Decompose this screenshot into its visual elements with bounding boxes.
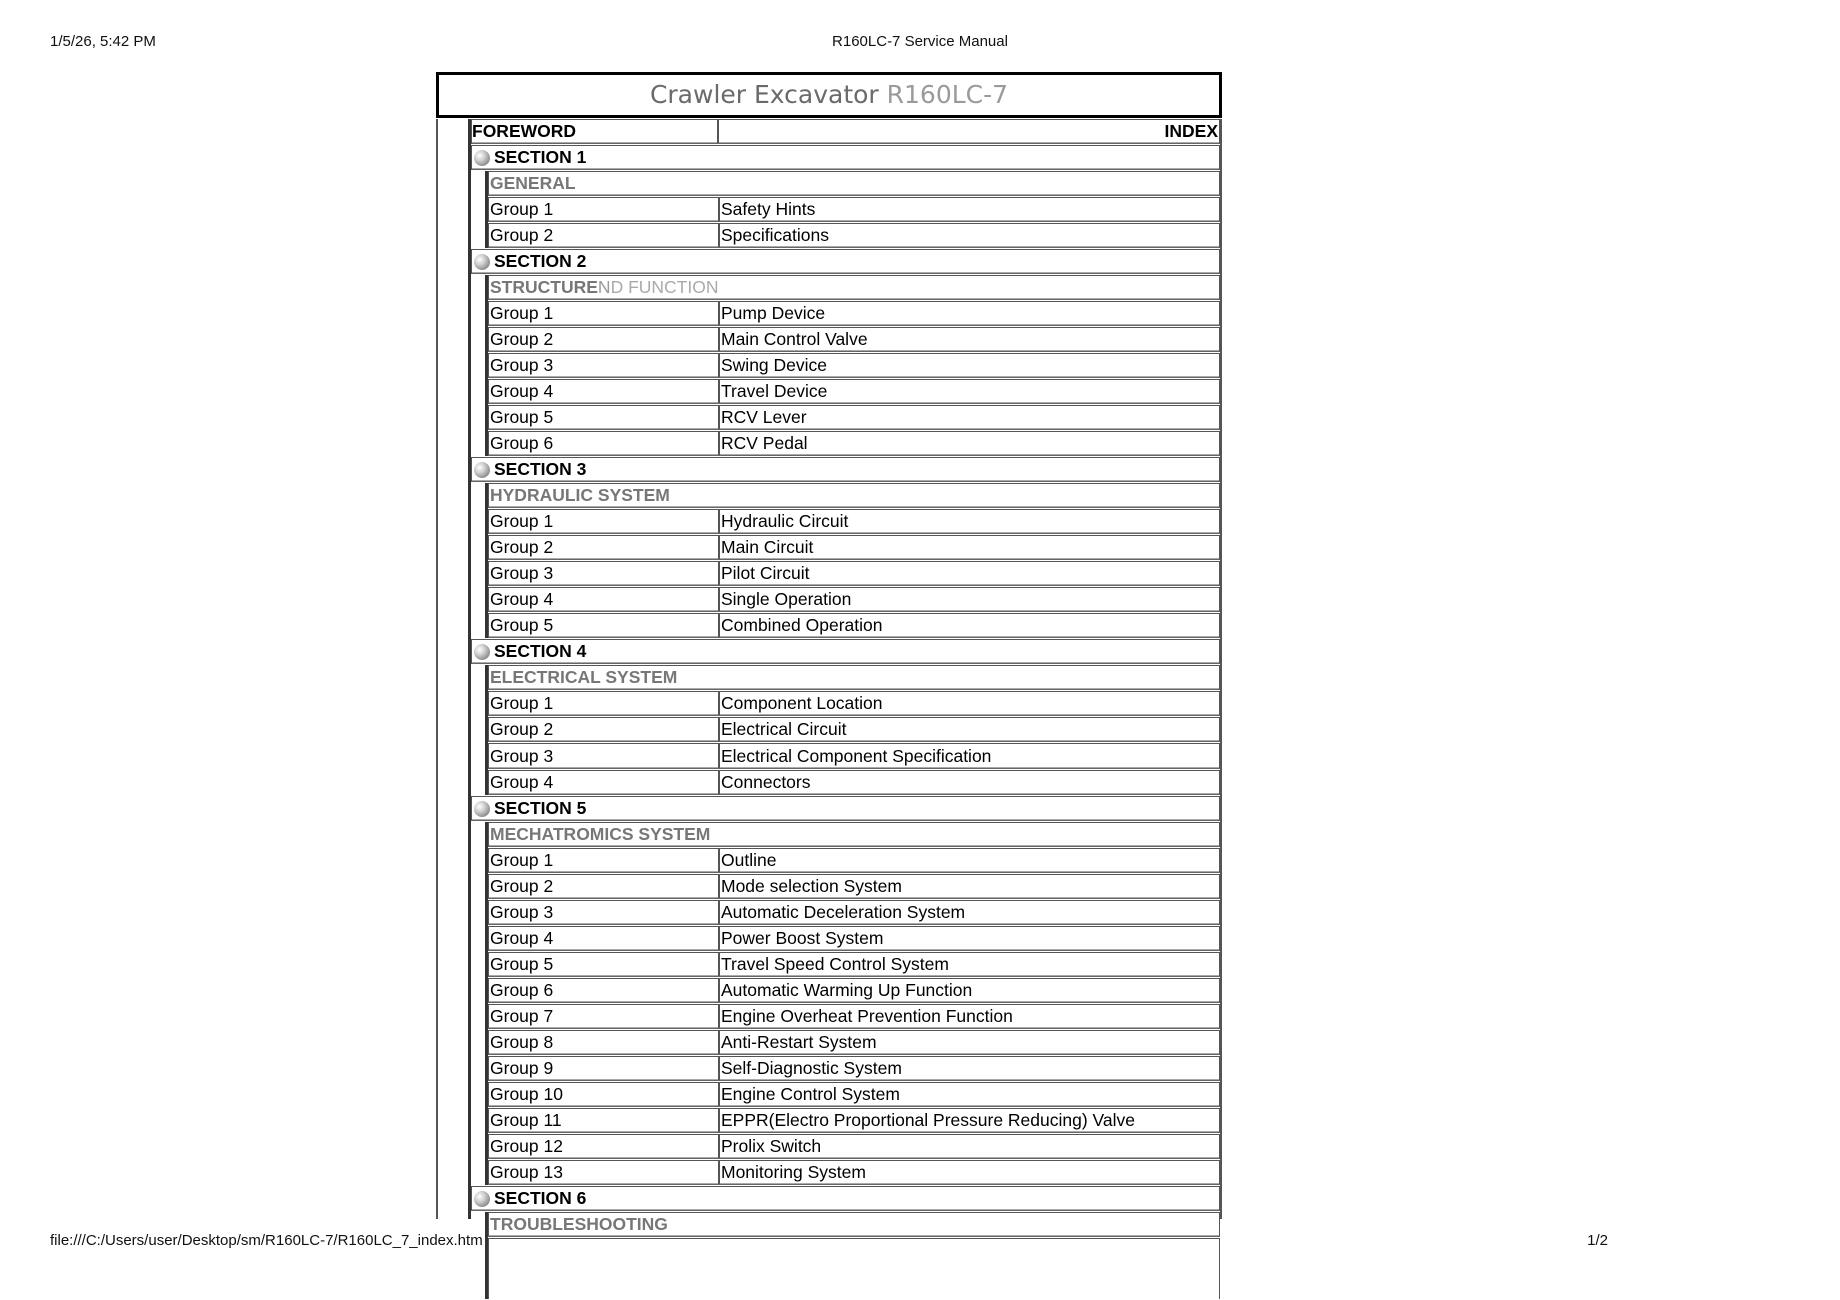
section-6-row[interactable] — [471, 1186, 1220, 1211]
category-structure-function[interactable] — [488, 275, 1220, 300]
group-label[interactable]: Group 5 — [489, 614, 720, 637]
group-title[interactable]: Pump Device — [721, 303, 826, 323]
sphere-bullet-icon — [474, 644, 490, 660]
indent-bar — [471, 665, 488, 795]
group-label[interactable]: Group 11 — [489, 1109, 720, 1132]
toc-group-row[interactable] — [488, 587, 1220, 612]
group-title[interactable]: RCV Lever — [721, 407, 807, 427]
group-label[interactable]: Group 6 — [489, 432, 720, 455]
group-label[interactable]: Group 5 — [489, 953, 720, 976]
group-title[interactable]: Anti-Restart System — [721, 1032, 877, 1052]
group-title[interactable]: Electrical Component Specification — [721, 746, 992, 766]
group-title[interactable]: Swing Device — [721, 355, 828, 375]
section-5-row[interactable] — [471, 796, 1220, 821]
toc-group-row[interactable] — [488, 613, 1220, 638]
toc-group-row[interactable] — [488, 770, 1220, 795]
group-label[interactable]: Group 2 — [489, 875, 720, 898]
group-title[interactable]: Travel Device — [721, 381, 828, 401]
group-label[interactable]: Group 4 — [489, 771, 720, 794]
toc-group-row[interactable] — [488, 691, 1220, 716]
group-label[interactable]: Group 2 — [489, 718, 720, 741]
group-label[interactable]: Group 1 — [489, 302, 720, 325]
left-gutter — [438, 119, 471, 1219]
group-label[interactable]: Group 12 — [489, 1135, 720, 1158]
section-4-row[interactable] — [471, 639, 1220, 664]
group-title[interactable]: Power Boost System — [721, 928, 884, 948]
toc-group-row[interactable] — [488, 717, 1220, 742]
group-title[interactable]: Electrical Circuit — [721, 719, 847, 739]
group-label[interactable]: Group 2 — [489, 536, 720, 559]
toc-group-row[interactable] — [488, 535, 1220, 560]
group-label[interactable]: Group 2 — [489, 224, 720, 247]
group-title[interactable]: Monitoring System — [721, 1162, 866, 1182]
group-label[interactable]: Group 1 — [489, 692, 720, 715]
foreword-link[interactable]: FOREWORD — [472, 120, 719, 143]
group-label[interactable]: Group 3 — [489, 901, 720, 924]
toc-group-row[interactable] — [488, 1082, 1220, 1107]
toc-group-row[interactable] — [488, 874, 1220, 899]
group-label[interactable]: Group 1 — [489, 198, 720, 221]
group-title[interactable]: Mode selection System — [721, 876, 902, 896]
group-label[interactable]: Group 7 — [489, 1005, 720, 1028]
service-manual-index — [436, 72, 1222, 1234]
group-title[interactable]: Main Circuit — [721, 537, 814, 557]
toc-group-row[interactable] — [488, 1056, 1220, 1081]
section-label: SECTION 2 — [494, 251, 587, 271]
group-title[interactable]: Safety Hints — [721, 199, 816, 219]
group-label[interactable]: Group 1 — [489, 510, 720, 533]
toc-group-row[interactable] — [488, 1134, 1220, 1159]
group-label[interactable]: Group 4 — [489, 380, 720, 403]
toc-group-row[interactable] — [488, 197, 1220, 222]
group-label[interactable]: Group 2 — [489, 328, 720, 351]
sphere-bullet-icon — [474, 801, 490, 817]
toc-group-row[interactable] — [488, 509, 1220, 534]
group-label[interactable]: Group 5 — [489, 406, 720, 429]
print-page-number: 1/2 — [1587, 1232, 1608, 1249]
category-electrical-system[interactable]: ELECTRICAL SYSTEM — [488, 665, 1220, 690]
section-5-groups — [471, 822, 1220, 1185]
indent-bar — [471, 1212, 488, 1299]
group-label[interactable]: Group 3 — [489, 562, 720, 585]
indent-bar — [471, 171, 488, 248]
title-model: R160LC-7 — [886, 80, 1009, 109]
toc-group-row[interactable] — [488, 926, 1220, 951]
group-title[interactable]: Outline — [721, 850, 777, 870]
group-title[interactable]: Self-Diagnostic System — [721, 1058, 902, 1078]
manual-title-banner — [436, 72, 1222, 118]
group-label[interactable]: Group 6 — [489, 979, 720, 1002]
group-title[interactable]: Specifications — [721, 225, 829, 245]
toc-group-row[interactable] — [488, 978, 1220, 1003]
group-title[interactable]: RCV Pedal — [721, 433, 808, 453]
toc-group-row[interactable] — [488, 952, 1220, 977]
group-title[interactable]: EPPR(Electro Proportional Pressure Reducing) Valve — [721, 1110, 1136, 1130]
section-2-groups — [471, 275, 1220, 456]
toc-frame — [436, 119, 1222, 1234]
group-title[interactable]: Travel Speed Control System — [721, 954, 949, 974]
category-mechatromics-system[interactable]: MECHATROMICS SYSTEM — [488, 822, 1220, 847]
toc-group-row[interactable] — [488, 848, 1220, 873]
category-mid-part: N — [597, 277, 611, 297]
toc-group-row[interactable] — [488, 301, 1220, 326]
toc-group-row[interactable] — [488, 431, 1220, 456]
group-title[interactable]: Engine Control System — [721, 1084, 900, 1104]
section-1-row[interactable] — [471, 145, 1220, 170]
section-3-groups — [471, 483, 1220, 638]
toc-group-row[interactable] — [488, 900, 1220, 925]
section-2-row[interactable] — [471, 249, 1220, 274]
toc-group-row[interactable] — [488, 1030, 1220, 1055]
group-title[interactable]: Automatic Deceleration System — [721, 902, 966, 922]
group-title[interactable]: Hydraulic Circuit — [721, 511, 849, 531]
group-label[interactable]: Group 1 — [489, 849, 720, 872]
group-title[interactable]: Automatic Warming Up Function — [721, 980, 973, 1000]
section-1-groups — [471, 171, 1220, 248]
category-troubleshooting[interactable]: TROUBLESHOOTING — [488, 1212, 1220, 1237]
toc-group-row[interactable] — [488, 1004, 1220, 1029]
category-general[interactable]: GENERAL — [488, 171, 1220, 196]
toc-group-row[interactable] — [488, 353, 1220, 378]
group-title[interactable]: Engine Overheat Prevention Function — [721, 1006, 1013, 1026]
toc-header-row — [471, 119, 1220, 144]
group-title[interactable]: Combined Operation — [721, 615, 883, 635]
group-title[interactable]: Prolix Switch — [721, 1136, 822, 1156]
section-4-groups — [471, 665, 1220, 795]
group-label[interactable]: Group 4 — [489, 927, 720, 950]
section-label: SECTION 3 — [494, 459, 587, 479]
section-label: SECTION 4 — [494, 641, 587, 661]
category-light-part: D FUNCTION — [610, 277, 719, 297]
toc-group-row[interactable] — [488, 327, 1220, 352]
group-label[interactable]: Group 4 — [489, 588, 720, 611]
group-title[interactable]: Connectors — [721, 772, 811, 792]
group-title[interactable]: Main Control Valve — [721, 329, 868, 349]
toc-group-row[interactable] — [488, 1108, 1220, 1133]
group-title[interactable]: Pilot Circuit — [721, 563, 810, 583]
section-6-groups — [471, 1212, 1220, 1299]
index-link[interactable]: INDEX — [1164, 121, 1218, 141]
title-name: Crawler Excavator — [649, 80, 879, 109]
sphere-bullet-icon — [474, 150, 490, 166]
group-label[interactable]: Group 13 — [489, 1161, 720, 1184]
toc-group-row[interactable] — [488, 561, 1220, 586]
group-label[interactable]: Group 8 — [489, 1031, 720, 1054]
group-label[interactable]: Group 9 — [489, 1057, 720, 1080]
category-bold-part: STRUCTURE — [490, 277, 598, 297]
print-page-title: R160LC-7 Service Manual — [832, 33, 1008, 50]
toc-group-row[interactable] — [488, 743, 1220, 769]
continued-row — [488, 1238, 1220, 1299]
category-hydraulic-system[interactable]: HYDRAULIC SYSTEM — [488, 483, 1220, 508]
toc-group-row[interactable] — [488, 223, 1220, 248]
table-of-contents — [471, 119, 1220, 1300]
section-label: SECTION 1 — [494, 147, 587, 167]
toc-group-row[interactable] — [488, 405, 1220, 430]
indent-bar — [471, 275, 488, 456]
sphere-bullet-icon — [474, 254, 490, 270]
section-label: SECTION 5 — [494, 798, 587, 818]
print-url: file:///C:/Users/user/Desktop/sm/R160LC-7/R160LC_7_index.htm — [50, 1232, 483, 1249]
toc-group-row[interactable] — [488, 379, 1220, 404]
group-title[interactable]: Component Location — [721, 693, 883, 713]
section-3-row[interactable] — [471, 457, 1220, 482]
toc-group-row[interactable] — [488, 1160, 1220, 1185]
indent-bar — [471, 483, 488, 638]
section-label: SECTION 6 — [494, 1188, 587, 1208]
indent-bar — [471, 822, 488, 1185]
print-datetime: 1/5/26, 5:42 PM — [50, 33, 156, 50]
group-label[interactable]: Group 3 — [489, 744, 720, 768]
group-label[interactable]: Group 10 — [489, 1083, 720, 1106]
sphere-bullet-icon — [474, 462, 490, 478]
group-label[interactable]: Group 3 — [489, 354, 720, 377]
group-title[interactable]: Single Operation — [721, 589, 852, 609]
sphere-bullet-icon — [474, 1191, 490, 1207]
